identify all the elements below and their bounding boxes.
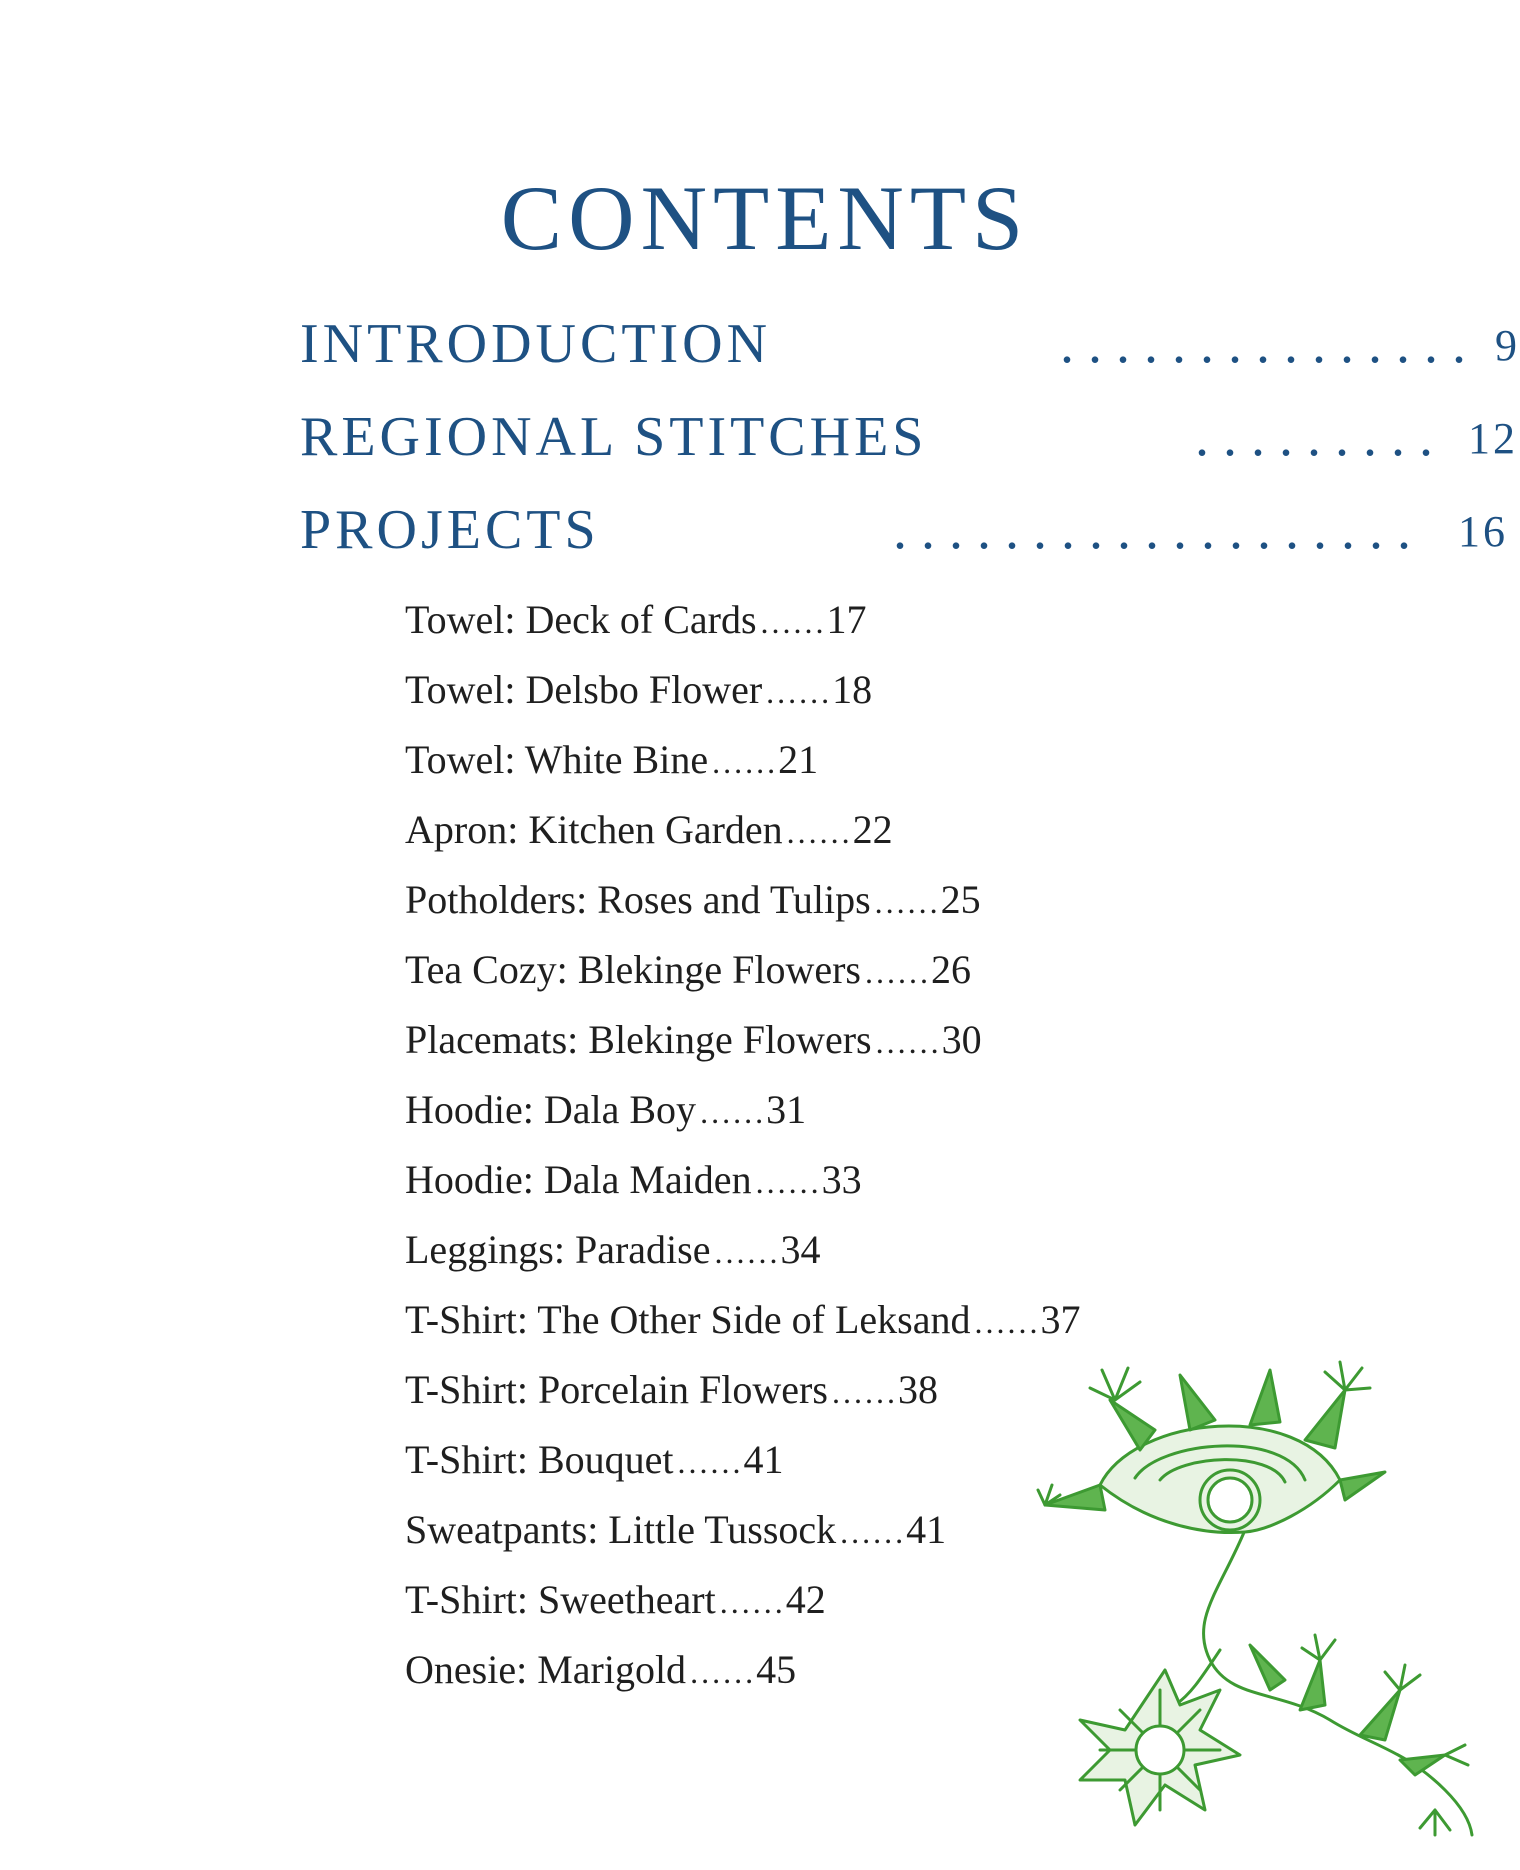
toc-item[interactable] — [405, 1292, 1080, 1362]
item-title: Leggings: Paradise — [405, 1227, 711, 1272]
item-title: Towel: White Bine — [405, 737, 709, 782]
item-page-number: 41 — [906, 1507, 947, 1552]
toc-item[interactable] — [405, 1432, 1080, 1502]
toc-item[interactable] — [405, 592, 1080, 662]
item-page-number: 22 — [852, 807, 893, 852]
page-title: CONTENTS — [500, 167, 1030, 269]
item-page-number: 34 — [780, 1227, 821, 1272]
section-label: PROJECTS — [300, 499, 600, 561]
dot-leader: ............... — [1060, 313, 1480, 375]
dot-leader: ...... — [719, 1584, 786, 1620]
item-title: Potholders: Roses and Tulips — [405, 877, 871, 922]
toc-item[interactable] — [405, 1082, 1080, 1152]
toc-item[interactable] — [405, 1642, 1080, 1712]
item-page-number: 30 — [941, 1017, 982, 1062]
item-title: Sweatpants: Little Tussock — [405, 1507, 837, 1552]
item-page-number: 33 — [821, 1157, 862, 1202]
dot-leader: ...... — [831, 1374, 898, 1410]
toc-item[interactable] — [405, 1362, 1080, 1432]
toc-item[interactable] — [405, 1222, 1080, 1292]
project-list — [405, 592, 1080, 1712]
item-page-number: 37 — [1040, 1297, 1081, 1342]
dot-leader: ...... — [786, 814, 853, 850]
item-title: Hoodie: Dala Maiden — [405, 1157, 752, 1202]
section-page-number: 12 — [1468, 414, 1518, 463]
dot-leader: ...... — [760, 604, 827, 640]
toc-item[interactable] — [405, 1572, 1080, 1642]
item-title: Towel: Delsbo Flower — [405, 667, 763, 712]
section-page-number: 9 — [1495, 321, 1520, 370]
dot-leader: ......... — [1195, 406, 1447, 468]
dot-leader: ...... — [840, 1514, 907, 1550]
section-label: INTRODUCTION — [300, 313, 772, 375]
dot-leader: ...... — [766, 674, 833, 710]
dot-leader: ...... — [700, 1094, 767, 1130]
item-page-number: 42 — [785, 1577, 826, 1622]
dot-leader: ...... — [755, 1164, 822, 1200]
embroidered-flower-icon — [1040, 1360, 1480, 1860]
item-page-number: 17 — [826, 597, 867, 642]
item-page-number: 18 — [832, 667, 873, 712]
item-title: Apron: Kitchen Garden — [405, 807, 783, 852]
dot-leader: ...... — [714, 1234, 781, 1270]
item-title: Towel: Deck of Cards — [405, 597, 757, 642]
dot-leader: ...... — [974, 1304, 1041, 1340]
item-title: Hoodie: Dala Boy — [405, 1087, 697, 1132]
dot-leader: ...... — [875, 1024, 942, 1060]
toc-item[interactable] — [405, 802, 1080, 872]
dot-leader: ...... — [874, 884, 941, 920]
item-title: T-Shirt: Bouquet — [405, 1437, 674, 1482]
item-title: T-Shirt: The Other Side of Leksand — [405, 1297, 971, 1342]
item-title: Tea Cozy: Blekinge Flowers — [405, 947, 861, 992]
item-page-number: 31 — [766, 1087, 807, 1132]
dot-leader: ...... — [865, 954, 931, 990]
item-page-number: 38 — [897, 1367, 938, 1412]
dot-leader: ...... — [677, 1444, 744, 1480]
item-title: Onesie: Marigold — [405, 1647, 687, 1692]
toc-item[interactable] — [405, 1502, 1080, 1572]
dot-leader: ...... — [712, 744, 779, 780]
item-page-number: 26 — [931, 947, 971, 992]
dot-leader: ................... — [893, 499, 1425, 561]
toc-item[interactable] — [405, 872, 1080, 942]
item-title: T-Shirt: Sweetheart — [405, 1577, 716, 1622]
item-title: Placemats: Blekinge Flowers — [405, 1017, 872, 1062]
section-page-number: 16 — [1458, 507, 1508, 556]
toc-item[interactable] — [405, 1012, 1080, 1082]
toc-item[interactable] — [405, 1152, 1080, 1222]
item-page-number: 45 — [756, 1647, 797, 1692]
section-label: REGIONAL STITCHES — [300, 406, 928, 468]
item-page-number: 21 — [778, 737, 819, 782]
item-page-number: 41 — [743, 1437, 784, 1482]
toc-item[interactable] — [405, 942, 1080, 1012]
toc-item[interactable] — [405, 732, 1080, 802]
item-title: T-Shirt: Porcelain Flowers — [405, 1367, 828, 1412]
item-page-number: 25 — [940, 877, 981, 922]
dot-leader: ...... — [690, 1654, 757, 1690]
toc-item[interactable] — [405, 662, 1080, 732]
